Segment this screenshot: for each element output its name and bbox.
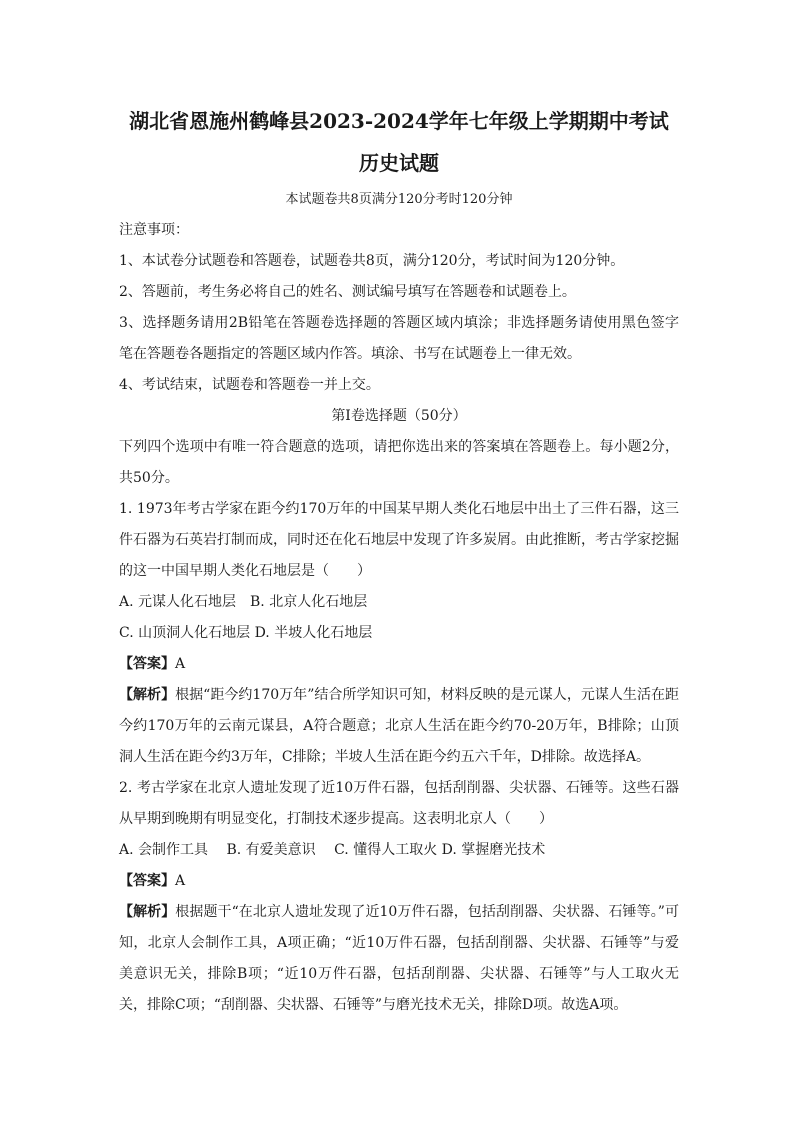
note-item: 3、选择题务请用2B铅笔在答题卷选择题的答题区域内填涂；非选择题务请使用黑色签字笔在答题卷各题指定的答题区域内作答。填涂、书写在试题卷上一律无效。 [119, 315, 679, 362]
document-subtitle: 历史试题 [359, 151, 439, 175]
page-content [119, 100, 679, 1021]
document-title: 湖北省恩施州鹤峰县2023-2024学年七年级上学期期中考试 [129, 109, 669, 133]
options-line: A. 元谋人化石地层 B. 北京人化石地层 [119, 594, 368, 610]
question-stem: 2. 考古学家在北京人遗址发现了近10万件石器，包括刮削器、尖状器、石锤等。这些石器从早期到晚期有明显变化，打制技术逐步提高。这表明北京人（ ） [119, 780, 679, 827]
analysis-line [119, 897, 679, 1021]
analysis-label: 【解析】 [119, 687, 176, 703]
note-item: 4、考试结束，试题卷和答题卷一并上交。 [119, 377, 380, 393]
notes-label: 注意事项： [119, 222, 189, 238]
question-stem: 1. 1973年考古学家在距今约170万年的中国某早期人类化石地层中出土了三件石器，这三件石器为石英岩打制而成，同时还在化石地层中发现了许多炭屑。由此推断，考古学家挖掘的这一中国早期人类化石地层是（ ） [119, 501, 679, 579]
options-line: C. 山顶洞人化石地层 D. 半坡人化石地层 [119, 625, 373, 641]
answer-label: 【答案】 [119, 873, 175, 889]
answer-line [119, 649, 679, 680]
answer-line [119, 866, 679, 897]
analysis-label: 【解析】 [119, 904, 176, 920]
section-title: 第Ⅰ卷选择题（50分） [331, 408, 467, 424]
exam-info: 本试题卷共8页满分120分考时120分钟 [285, 192, 513, 207]
question-1 [119, 494, 679, 773]
analysis-text: 根据“距今约170万年”结合所学知识可知，材料反映的是元谋人，元谋人生活在距今约170万年的云南元谋县，A符合题意；北京人生活在距今约70-20万年，B排除；山顶洞人生活在距今约3万年，C排除；半坡人生活在距今约五六千年，D排除。故选择A。 [119, 687, 679, 765]
analysis-text: 根据题干“在北京人遗址发现了近10万件石器，包括刮削器、尖状器、石锤等。”可知，北京人会制作工具，A项正确；“近10万件石器，包括刮削器、尖状器、石锤等”与爱美意识无关，排除B项；“近10万件石器，包括刮削器、尖状器、石锤等”与人工取火无关，排除C项；“刮削器、尖状器、石锤等”与磨光技术无关，排除D项。故选A项。 [119, 904, 679, 1013]
analysis-line [119, 680, 679, 773]
question-2 [119, 773, 679, 1021]
answer-value: A [175, 873, 186, 889]
answer-value: A [175, 656, 186, 672]
answer-label: 【答案】 [119, 656, 175, 672]
note-item: 2、答题前，考生务必将自己的姓名、测试编号填写在答题卷和试题卷上。 [119, 284, 576, 300]
notes-section [119, 215, 679, 401]
options-line: A. 会制作工具 B. 有爱美意识 C. 懂得人工取火 D. 掌握磨光技术 [119, 842, 546, 858]
section-instructions: 下列四个选项中有唯一符合题意的选项，请把你选出来的答案填在答题卷上。每小题2分，共50分。 [119, 439, 679, 486]
note-item: 1、本试卷分试题卷和答题卷，试题卷共8页，满分120分，考试时间为120分钟。 [119, 253, 625, 269]
